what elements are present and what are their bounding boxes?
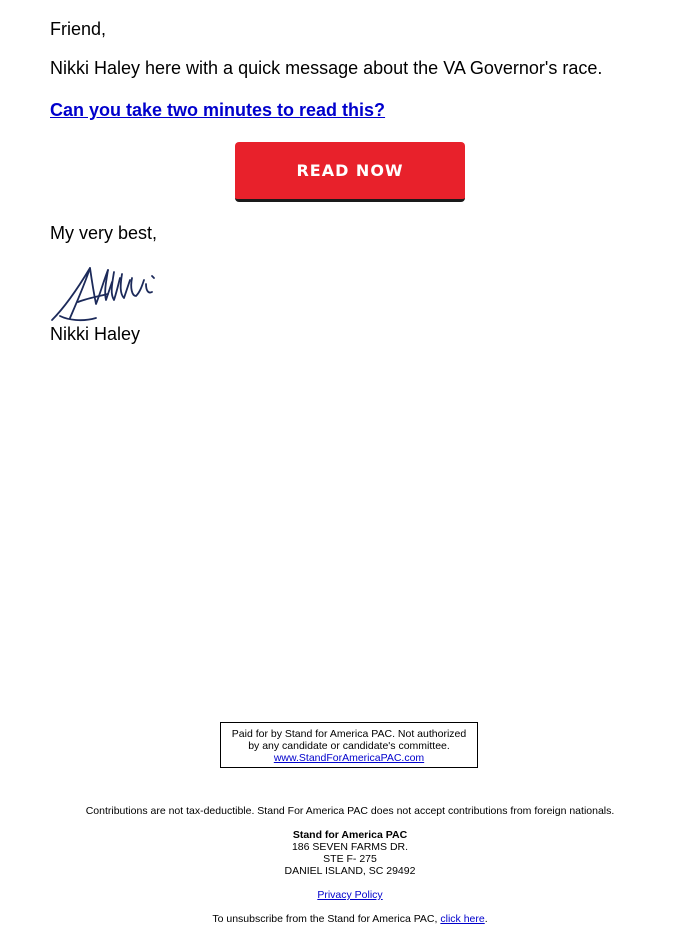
intro-text: Nikki Haley here with a quick message about the VA Governor's race. <box>50 58 603 78</box>
disclaimer-line-2: by any candidate or candidate's committee. <box>248 740 450 752</box>
website-link[interactable]: www.StandForAmericaPAC.com <box>273 752 425 764</box>
unsubscribe-line <box>0 913 700 925</box>
signer-name: Nikki Haley <box>50 324 141 344</box>
closing-text: My very best, <box>50 223 158 243</box>
unsubscribe-text: To unsubscribe from the Stand for America PAC, <box>212 913 441 925</box>
mailing-address <box>0 829 700 877</box>
disclaimer-line-1: Paid for by Stand for America PAC. Not authorized <box>231 728 467 740</box>
org-name: Stand for America PAC <box>292 829 408 841</box>
read-now-button-label: READ NOW <box>296 161 404 180</box>
privacy-line <box>0 889 700 901</box>
greeting-text: Friend, <box>50 19 107 39</box>
signature-image <box>48 258 163 326</box>
privacy-policy-link[interactable]: Privacy Policy <box>317 889 383 901</box>
address-line-2: STE F- 275 <box>323 853 377 865</box>
paid-for-disclaimer-box <box>220 722 478 768</box>
read-this-link[interactable]: Can you take two minutes to read this? <box>50 100 386 120</box>
address-line-1: 186 SEVEN FARMS DR. <box>291 841 409 853</box>
unsubscribe-link[interactable]: click here <box>440 913 485 925</box>
unsubscribe-end: . <box>484 913 488 925</box>
address-line-3: DANIEL ISLAND, SC 29492 <box>284 865 416 877</box>
contributions-note: Contributions are not tax-deductible. Stand For America PAC does not accept contributions from foreign nationals. <box>85 805 615 817</box>
read-now-button[interactable] <box>235 142 465 202</box>
